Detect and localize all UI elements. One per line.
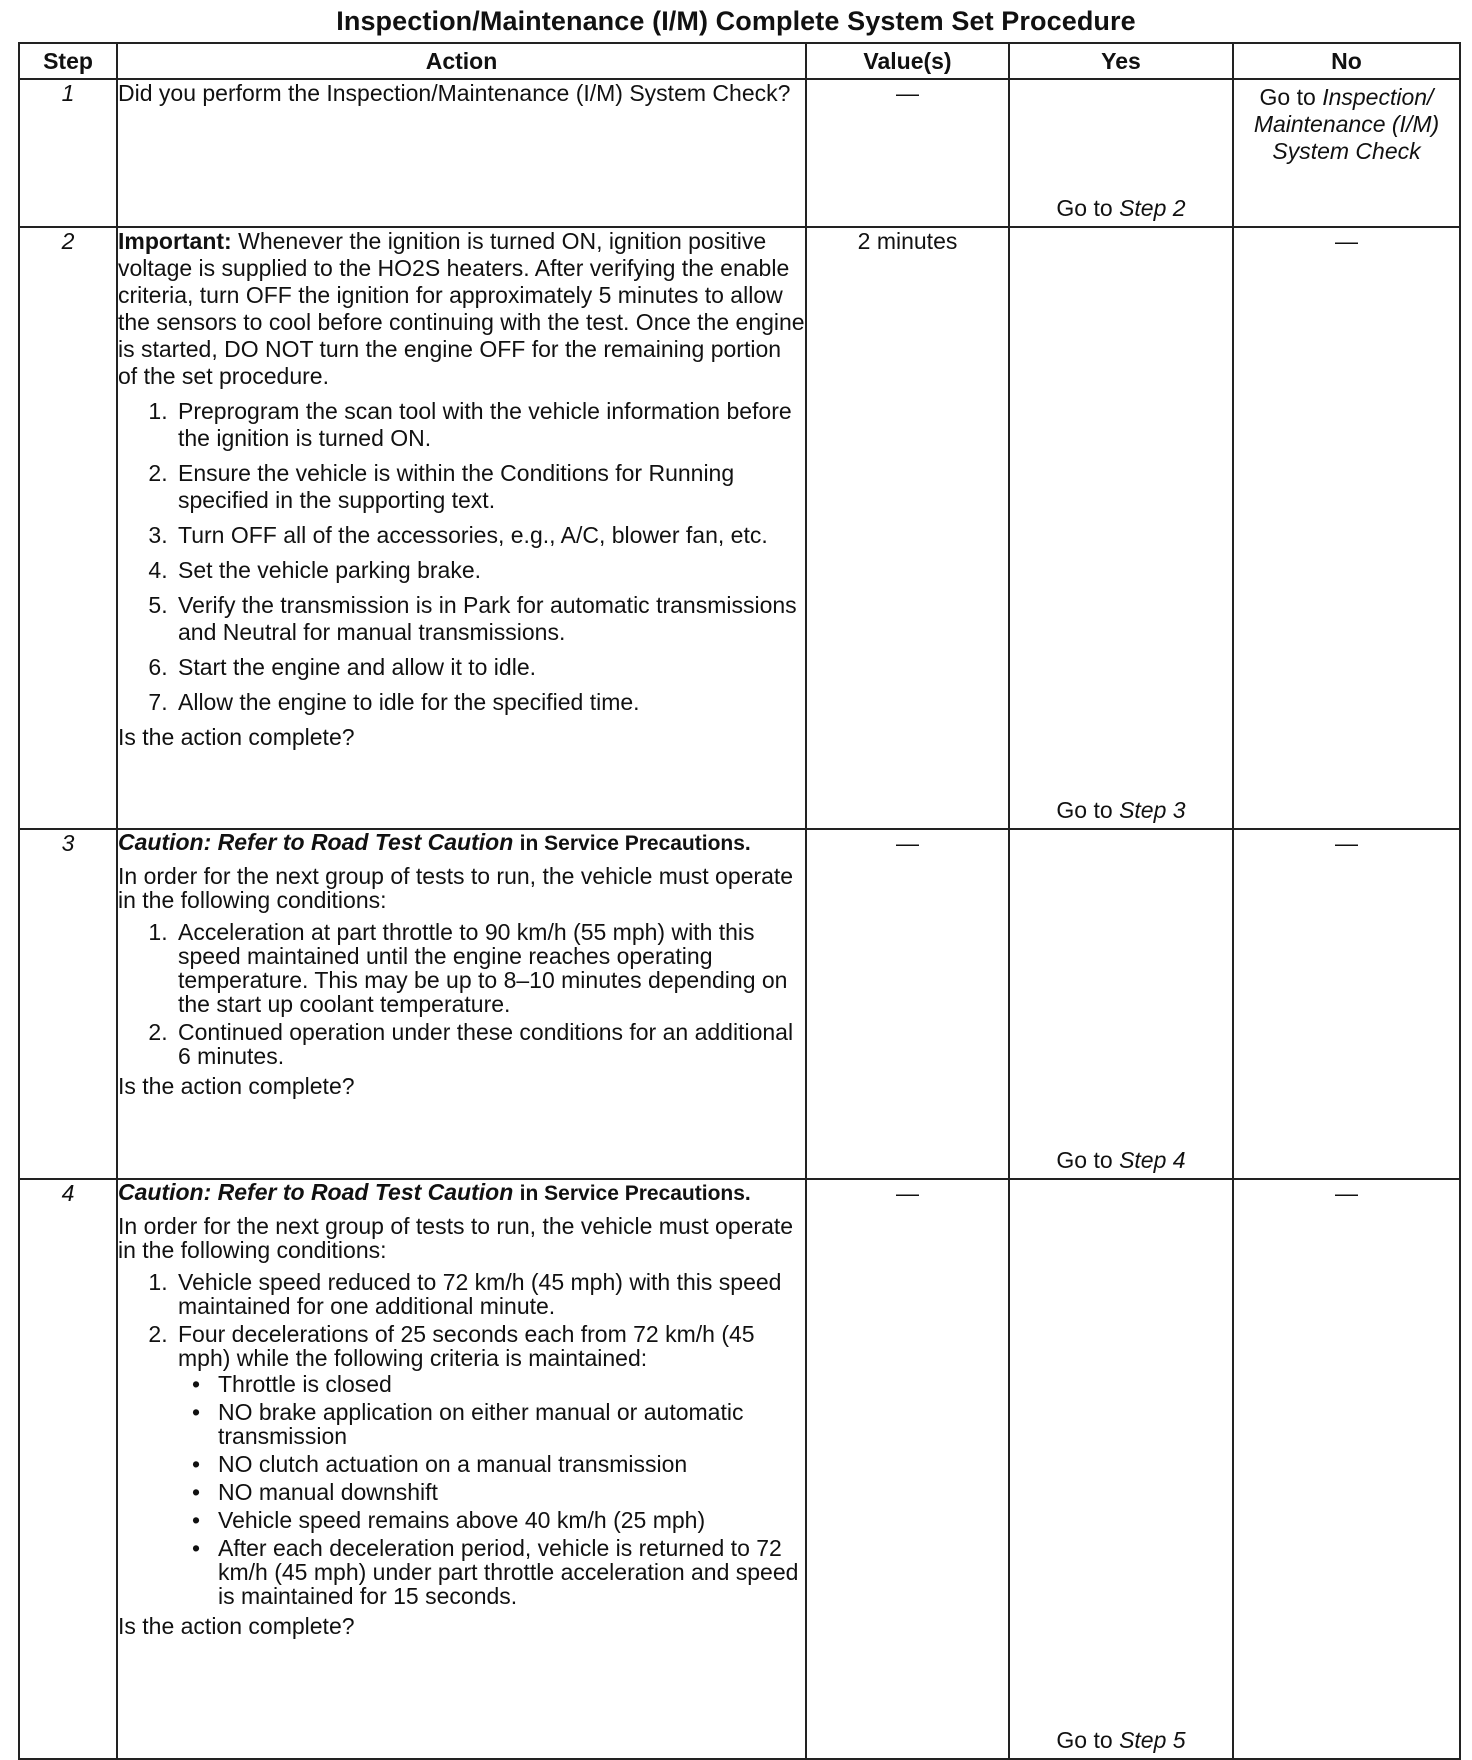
table-row-step-4 (19, 1179, 1460, 1759)
table-row-step-2 (19, 227, 1460, 829)
question-text: Is the action complete? (118, 1613, 355, 1639)
no-cell (1233, 79, 1460, 227)
step-list (118, 398, 805, 716)
no-cell: — (1233, 829, 1460, 1179)
bullet-item: • NO manual downshift (214, 1480, 805, 1504)
bullet-item: • Throttle is closed (214, 1372, 805, 1396)
yes-step-link[interactable]: Step 4 (1119, 1147, 1186, 1173)
step-list (118, 920, 805, 1068)
action-cell (117, 227, 806, 829)
important-note (118, 228, 805, 390)
header-yes: Yes (1009, 43, 1233, 79)
list-item: 5. Verify the transmission is in Park for automatic transmissions and Neutral for manual transmissions. (174, 592, 805, 646)
header-values: Value(s) (806, 43, 1009, 79)
criteria-list (178, 1372, 805, 1608)
list-item: 1. Vehicle speed reduced to 72 km/h (45 mph) with this speed maintained for one additional minute. (174, 1270, 805, 1318)
action-text: Did you perform the Inspection/Maintenance (I/M) System Check? (118, 80, 791, 106)
list-item (174, 1322, 805, 1608)
yes-cell (1009, 79, 1233, 227)
step-number: 2 (19, 227, 117, 829)
list-item-text: Four decelerations of 25 seconds each from 72 km/h (45 mph) while the following criteria is maintained: (178, 1321, 755, 1371)
value-cell: — (806, 1179, 1009, 1759)
list-item: 3. Turn OFF all of the accessories, e.g., A/C, blower fan, etc. (174, 522, 805, 549)
header-no: No (1233, 43, 1460, 79)
yes-cell (1009, 829, 1233, 1179)
step-number: 4 (19, 1179, 117, 1759)
question-text: Is the action complete? (118, 724, 355, 750)
caution-tail: in Service Precautions. (519, 1182, 751, 1205)
no-cell: — (1233, 227, 1460, 829)
question-text: Is the action complete? (118, 1073, 355, 1099)
table-row-step-3 (19, 829, 1460, 1179)
important-text: Whenever the ignition is turned ON, ignition positive voltage is supplied to the HO2S heaters. After verifying the enable criteria, turn OFF the ignition for approximately 5 minutes to allow the sensors to cool before continuing with the test. Once the engine is started, DO NOT turn the engine OFF for the remaining portion of the set procedure. (118, 228, 805, 389)
list-item: 1. Preprogram the scan tool with the vehicle information before the ignition is turned ON. (174, 398, 805, 452)
list-item: 1. Acceleration at part throttle to 90 km/h (55 mph) with this speed maintained until the engine reaches operating temperature. This may be up to 8–10 minutes depending on the start up coolant temperature. (174, 920, 805, 1016)
step-list (118, 1270, 805, 1608)
list-item: 2. Ensure the vehicle is within the Conditions for Running specified in the supporting text. (174, 460, 805, 514)
header-step: Step (19, 43, 117, 79)
yes-step-link[interactable]: Step 3 (1119, 797, 1186, 823)
step-number: 3 (19, 829, 117, 1179)
yes-step-link[interactable]: Step 2 (1119, 195, 1186, 221)
yes-cell (1009, 1179, 1233, 1759)
no-cell: — (1233, 1179, 1460, 1759)
action-cell (117, 1179, 806, 1759)
yes-goto (1010, 1147, 1232, 1174)
yes-prefix: Go to (1056, 1727, 1120, 1753)
procedure-table (18, 42, 1461, 1760)
caution-note (118, 1180, 805, 1206)
page-title: Inspection/Maintenance (I/M) Complete System Set Procedure (336, 6, 1136, 36)
yes-goto (1010, 797, 1232, 824)
header-action: Action (117, 43, 806, 79)
list-item: 2. Continued operation under these conditions for an additional 6 minutes. (174, 1020, 805, 1068)
yes-prefix: Go to (1056, 195, 1120, 221)
no-step-link[interactable]: Inspection/ Maintenance (I/M) System Check (1253, 84, 1440, 164)
list-item: 4. Set the vehicle parking brake. (174, 557, 805, 584)
caution-label: Caution: Refer to Road Test Caution (118, 829, 514, 855)
bullet-item: • After each deceleration period, vehicle is returned to 72 km/h (45 mph) under part throttle acceleration and speed is maintained for 15 seconds. (214, 1536, 805, 1608)
caution-label: Caution: Refer to Road Test Caution (118, 1179, 514, 1205)
table-row-step-1 (19, 79, 1460, 227)
bullet-item: • NO clutch actuation on a manual transmission (214, 1452, 805, 1476)
value-cell: — (806, 79, 1009, 227)
no-goto (1234, 80, 1459, 165)
value-cell: 2 minutes (806, 227, 1009, 829)
table-header-row (19, 43, 1460, 79)
step-number: 1 (19, 79, 117, 227)
yes-goto (1010, 195, 1232, 222)
action-cell (117, 829, 806, 1179)
bullet-item: • NO brake application on either manual or automatic transmission (214, 1400, 805, 1448)
bullet-item: • Vehicle speed remains above 40 km/h (25 mph) (214, 1508, 805, 1532)
caution-note (118, 830, 805, 856)
list-item: 6. Start the engine and allow it to idle. (174, 654, 805, 681)
no-prefix: Go to (1259, 84, 1323, 110)
caution-tail: in Service Precautions. (519, 832, 751, 855)
list-item: 7. Allow the engine to idle for the specified time. (174, 689, 805, 716)
yes-prefix: Go to (1056, 797, 1120, 823)
yes-step-link[interactable]: Step 5 (1119, 1727, 1186, 1753)
intro-text: In order for the next group of tests to run, the vehicle must operate in the following conditions: (118, 1213, 794, 1263)
yes-prefix: Go to (1056, 1147, 1120, 1173)
action-cell (117, 79, 806, 227)
yes-cell (1009, 227, 1233, 829)
intro-text: In order for the next group of tests to run, the vehicle must operate in the following conditions: (118, 863, 794, 913)
important-label: Important: (118, 228, 232, 254)
value-cell: — (806, 829, 1009, 1179)
yes-goto (1010, 1727, 1232, 1754)
